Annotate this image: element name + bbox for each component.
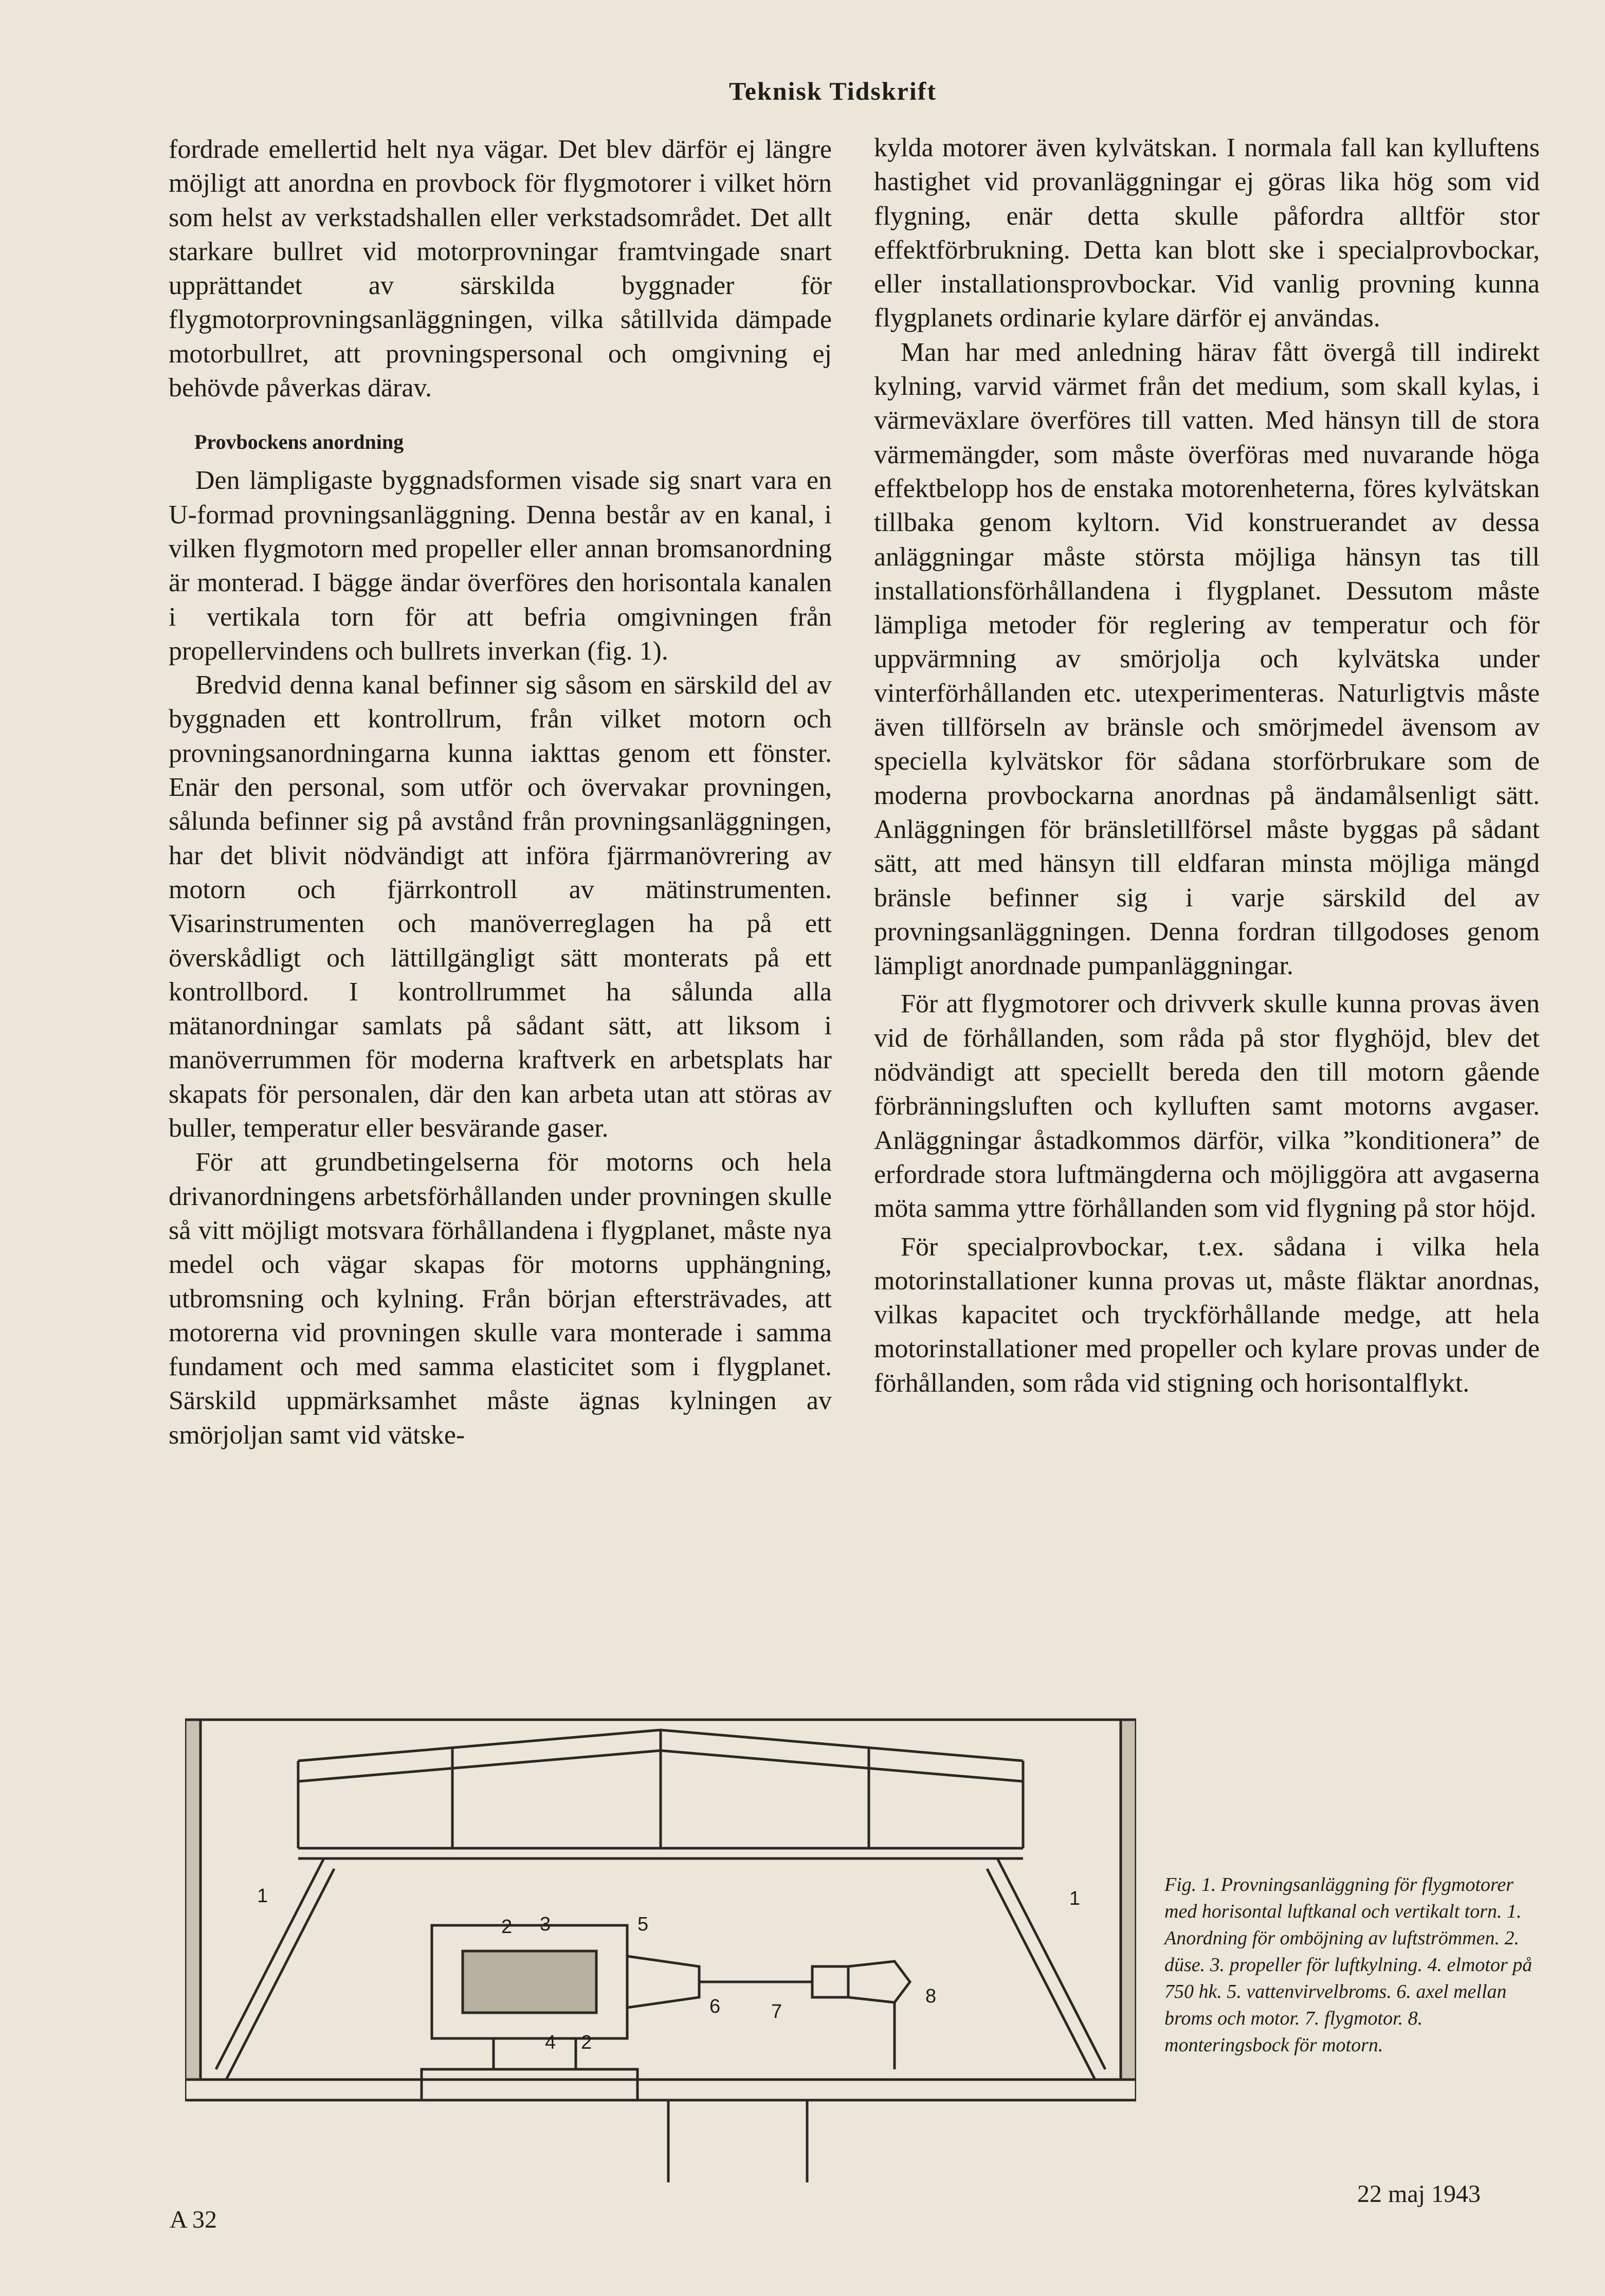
left-paragraph-1: fordrade emellertid helt nya vägar. Det blev därför ej längre möjligt att anordna en provbock för flygmotorer i vilket hörn som helst av verkstadshallen eller verkstadsområdet. Det allt starkare bullret vid motorprovningar framtvingade snart upprättandet av särskilda byggnader för flygmotorprovningsanläggningen, vilka såtillvida dämpade motorbullret, att provningspersonal och omgivning ej behövde påverkas därav. <box>169 135 832 403</box>
page-number: A 32 <box>170 2206 217 2233</box>
right-turning-vanes <box>997 1858 1105 2069</box>
figure-caption: Fig. 1. Provningsanläggning för flygmotorer med horisontal luftkanal och vertikalt torn. 1. Anordning för omböjning av luftströmmen. 2. düse. 3. propeller för luftkylning. 4. elmotor på 750 hk. 5. vattenvirvelbroms. 6. axel mellan broms och motor. 7. flygmotor. 8. monteringsbock för motorn. <box>1164 1874 1533 2056</box>
label-5: 5 <box>637 1914 649 1935</box>
label-2-bottom: 2 <box>581 2032 592 2053</box>
right-paragraph-3: För att flygmotorer och drivverk skulle kunna provas även vid de förhållanden, som råda på stor flyghöjd, blev det nödvändigt att speciellt bereda den till motorn gående förbränningsluften och kylluften samt motorns avgaser. Anläggningar åstadkommos därför, vilka ”konditionera” de erfordrade stora luftmängderna och möjliggöra att avgaserna möta samma yttre förhållanden som vid flygning på stor höjd. <box>874 989 1540 1224</box>
left-tower-wall <box>185 1720 200 2080</box>
issue-date: 22 maj 1943 <box>1357 2180 1481 2208</box>
aircraft-engine <box>812 1966 848 1997</box>
label-1-right: 1 <box>1069 1888 1081 1909</box>
elmotor <box>463 1951 596 2013</box>
label-6: 6 <box>709 1996 721 2017</box>
left-paragraph-4: För att grundbetingelserna för motorns och hela drivanordningens arbetsförhållanden under provningen skulle så vitt möjligt motsvara förhållandena i flygplanet, måste nya medel och vägar skapas för motorns upphängning, utbromsning och kylning. Från början eftersträvades, att motorerna vid provningen skulle vara monterade i samma fundament och med samma elasticitet som i flygplanet. Särskild uppmärksamhet måste ägnas kylningen av smörjoljan samt vid vätske- <box>169 1147 832 1450</box>
label-8: 8 <box>925 1985 937 2007</box>
left-paragraph-2: Den lämpligaste byggnadsformen visade sig snart vara en U-formad provningsanläggning. Denna består av en kanal, i vilken flygmotorn med propeller eller annan bromsanordning är monterad. I bägge ändar överföres den horisontala kanalen i vertikala torn för att befria omgivningen från propellervindens och bullrets inverkan (fig. 1). <box>169 466 832 666</box>
journal-header: Teknisk Tidskrift <box>728 77 937 105</box>
right-paragraph-1: kylda motorer även kylvätskan. I normala fall kan kylluftens hastighet vid provanläggningar ej göras lika hög som vid flygning, enär detta skulle påfordra alltför stor effektförbrukning. Detta kan blott ske i specialprovbockar, eller installationsprovbockar. Vid vanlig provning kunna flygplanets ordinarie kylare därför ej användas. <box>874 133 1540 333</box>
label-4: 4 <box>545 2032 556 2053</box>
left-paragraph-3: Bredvid denna kanal befinner sig såsom en särskild del av byggnaden ett kontrollrum, från vilket motorn och provningsanordningarna kunna iakttas genom ett fönster. Enär den personal, som utför och övervakar provningen, sålunda befinner sig på avstånd från provningsanläggningen, har det blivit nödvändigt att införa fjärrmanövrering av motorn och fjärrkontroll av mätinstrumenten. Visarinstrumenten och manöverreglagen ha på ett överskådligt och lättillgängligt sätt monterats på ett kontrollbord. I kontrollrummet ha sålunda alla mätanordningar samlats på sådant sätt, att liksom i manöverrummen för moderna kraftverk en arbetsplats har skapats för personalen, där den kan arbeta utan att störas av buller, temperatur eller besvärande gaser. <box>169 670 832 1143</box>
label-3: 3 <box>540 1914 551 1935</box>
section-subheading: Provbockens anordning <box>194 430 404 454</box>
foundation <box>422 2069 637 2100</box>
right-tower-wall <box>1121 1720 1136 2080</box>
right-paragraph-2: Man har med anledning härav fått övergå till indirekt kylning, varvid värmet från det medium, som skall kylas, i värmeväxlare överföres till vatten. Med hänsyn till de stora värmemängder, som måste överföras med nuvarande höga effektbelopp hos de enstaka motorenheterna, föres kylvätskan tillbaka genom kyltorn. Vid konstruerandet av dessa anläggningar måste största möjliga hänsyn tas till installationsförhållandena i flygplanet. Dessutom måste lämpliga metoder för reglering av temperatur och för uppvärmning av smörjolja och kylvätska under vinterförhållanden etc. utexperimenteras. Naturligtvis måste även tillförseln av bränsle och smörjmedel ävensom av speciella kylvätskor för sådana storförbrukare som de moderna provbockarna anordnas på ändamålsenligt sätt. Anläggningen för bränsletillförsel måste byggas på sådant sätt, att med hänsyn till eldfaran minsta möjliga mängd bränsle befinner sig i varje särskild del av provningsanläggningen. Denna fordran tillgodoses genom lämpligt anordnade pumpanläggningar. <box>874 337 1540 981</box>
label-2-top: 2 <box>501 1916 513 1938</box>
left-column <box>169 133 832 1452</box>
label-1-left: 1 <box>257 1885 268 1907</box>
facility-drawing <box>185 1709 1136 2198</box>
mounting-stand <box>848 1961 910 2002</box>
brake <box>627 1956 699 2008</box>
label-7: 7 <box>771 2001 782 2022</box>
left-turning-vanes <box>216 1858 324 2069</box>
right-paragraph-4: För specialprovbockar, t.ex. sådana i vilka hela motorinstallationer kunna provas ut, måste fläktar anordnas, vilkas kapacitet och tryckförhållande medge, att hela motorinstallationer med propeller och kylare provas under de förhållanden, som råda vid stigning och horisontalflykt. <box>874 1232 1540 1398</box>
right-column <box>874 131 1540 1400</box>
test-facility-diagram <box>185 1709 1136 2198</box>
